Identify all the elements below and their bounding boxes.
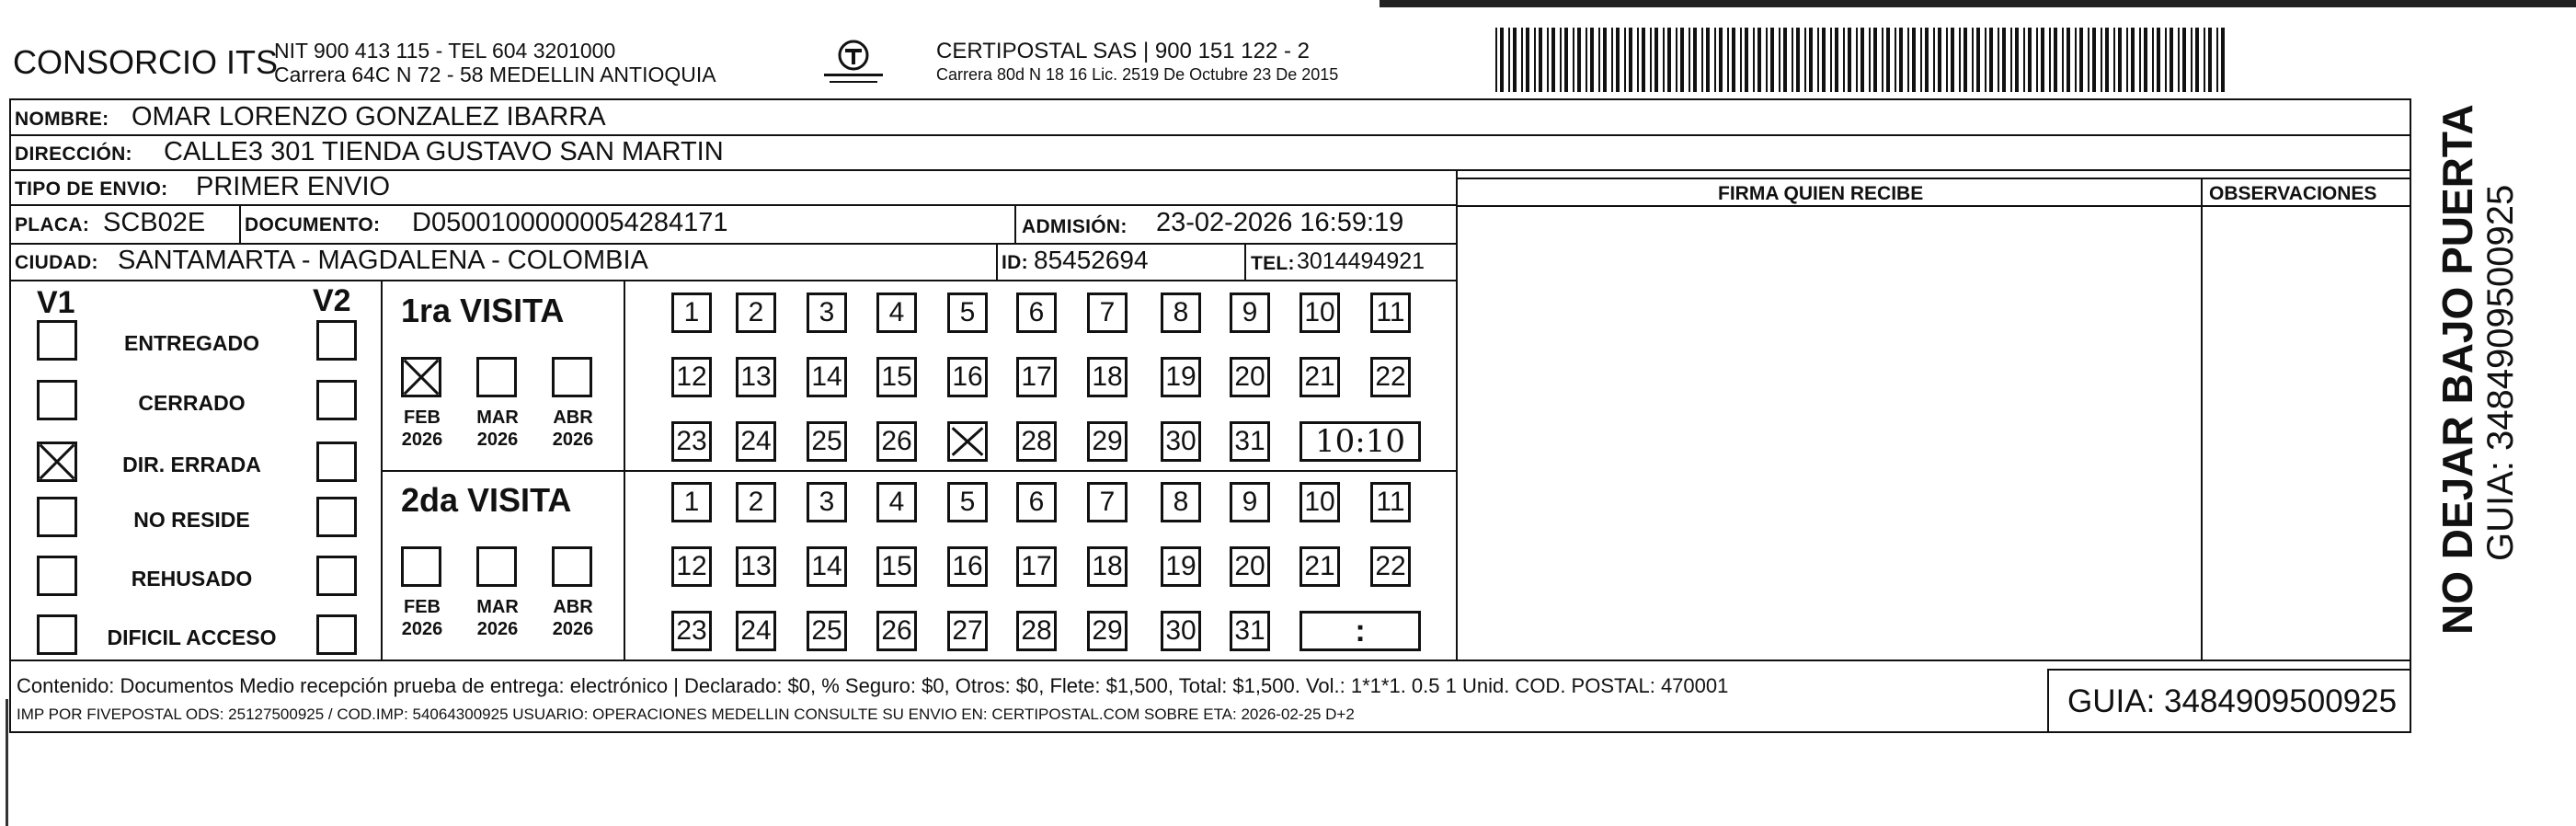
footer-contenido: Contenido: Documentos Medio recepción prueba de entrega: electrónico | Declarado: $0, % Seguro: $0, Otros: $0, Flete: $1,500, Total: $1,500. Vol.: 1*1*1. 0.5 1 Unid. COD. POSTAL: 470001 [17, 674, 1729, 697]
barcode-bar [2118, 28, 2122, 92]
barcode-bar [1654, 28, 1658, 92]
day-box-23[interactable]: 23 [671, 611, 712, 651]
barcode-bar [1603, 28, 1607, 92]
barcode-bar [1848, 28, 1851, 92]
carrier-name: CERTIPOSTAL SAS | 900 151 122 - 2 [936, 39, 1310, 63]
barcode-bar [1757, 28, 1761, 92]
barcode-bar [1586, 28, 1587, 92]
day-box-7[interactable]: 7 [1087, 482, 1128, 522]
day-box-3[interactable]: 3 [807, 293, 847, 333]
barcode-bar [1946, 28, 1948, 92]
footer-guia: GUIA: 3484909500925 [2067, 683, 2398, 719]
status-label: REHUSADO [131, 567, 253, 591]
day-box-4[interactable]: 4 [876, 293, 917, 333]
barcode-bar [1809, 28, 1813, 92]
v2-checkbox-6[interactable] [316, 614, 357, 655]
barcode-bar [2126, 28, 2128, 92]
month-year: 2026 [476, 430, 519, 450]
month-name: MAR [476, 597, 519, 617]
id-value: 85452694 [1034, 246, 1149, 274]
barcode-bar [1598, 28, 1600, 92]
day-box-12[interactable]: 12 [671, 546, 712, 587]
barcode-bar [1907, 28, 1909, 92]
barcode-bar [2002, 28, 2006, 92]
barcode-bar [1938, 28, 1941, 92]
barcode-bar [1830, 28, 1832, 92]
day-box-16[interactable]: 16 [947, 357, 988, 397]
day-box-20[interactable]: 20 [1230, 546, 1270, 587]
placa-label: PLACA: [15, 214, 90, 235]
barcode-bar [1998, 28, 1999, 92]
barcode-bar [1616, 28, 1620, 92]
barcode-bar [2139, 28, 2141, 92]
barcode-bar [1873, 28, 1877, 92]
barcode-bar [1629, 28, 1632, 92]
admision-label: ADMISIÓN: [1022, 216, 1128, 237]
direccion-label: DIRECCIÓN: [15, 143, 132, 165]
day-box-9[interactable]: 9 [1230, 482, 1270, 522]
day-box-27[interactable]: 27 [947, 611, 988, 651]
barcode-bar [1835, 28, 1838, 92]
footer-imp: IMP POR FIVEPOSTAL ODS: 25127500925 / COD.IMP: 54064300925 USUARIO: OPERACIONES MEDELLIN CONSULTE SU ENVIO EN: CERTIPOSTAL.COM SOBRE ETA: 2026-02-25 D+2 [17, 706, 1355, 723]
tel-label: TEL: [1251, 253, 1295, 274]
day-box-6[interactable]: 6 [1016, 293, 1057, 333]
barcode-bar [2204, 28, 2205, 92]
day-box-22[interactable]: 22 [1370, 357, 1411, 397]
barcode-bar [1792, 28, 1793, 92]
day-box-10[interactable]: 10 [1299, 482, 1340, 522]
month-year: 2026 [476, 619, 519, 639]
day-box-30[interactable]: 30 [1161, 611, 1201, 651]
day-box-17[interactable]: 17 [1016, 546, 1057, 587]
barcode-bar [1560, 28, 1562, 92]
barcode-bar [1693, 28, 1697, 92]
barcode-bar [1976, 28, 1980, 92]
month-name: ABR [553, 407, 593, 428]
company-address: Carrera 64C N 72 - 58 MEDELLIN ANTIOQUIA [274, 63, 716, 86]
documento-value: D05001000000054284171 [412, 208, 728, 237]
day-box-2[interactable]: 2 [736, 293, 776, 333]
tipo-envio-value: PRIMER ENVIO [196, 172, 391, 201]
month-checkbox-feb[interactable] [401, 357, 441, 397]
v2-checkbox-2[interactable] [316, 380, 357, 420]
v2-checkbox-1[interactable] [316, 320, 357, 361]
barcode-bar [1706, 28, 1710, 92]
barcode-bar [1689, 28, 1690, 92]
barcode-bar [1526, 28, 1529, 92]
day-box-14[interactable]: 14 [807, 546, 847, 587]
barcode-bar [2170, 28, 2173, 92]
barcode-bar [1719, 28, 1723, 92]
day-box-18[interactable]: 18 [1087, 357, 1128, 397]
barcode-bar [1500, 28, 1504, 92]
barcode-bar [1963, 28, 1967, 92]
side-warning: NO DEJAR BAJO PUERTA [2433, 104, 2481, 635]
day-box-5[interactable]: 5 [947, 482, 988, 522]
day-box-18[interactable]: 18 [1087, 546, 1128, 587]
status-label: DIFICIL ACCESO [107, 625, 277, 649]
barcode-bar [1886, 28, 1890, 92]
day-box-21[interactable]: 21 [1299, 546, 1340, 587]
barcode-bar [1676, 28, 1677, 92]
month-name: ABR [553, 597, 593, 617]
barcode-bar [1573, 28, 1574, 92]
barcode-bar [2023, 28, 2025, 92]
v2-checkbox-4[interactable] [316, 497, 357, 537]
barcode-bar [2028, 28, 2032, 92]
day-box-22[interactable]: 22 [1370, 546, 1411, 587]
barcode-bar [1495, 28, 1497, 92]
company-nit: NIT 900 413 115 - TEL 604 3201000 [274, 39, 616, 63]
barcode-bar [2144, 28, 2147, 92]
barcode-bar [2101, 28, 2102, 92]
barcode-bar [1843, 28, 1845, 92]
barcode-bar [1547, 28, 1549, 92]
barcode-bar [1727, 28, 1729, 92]
barcode-bar [1972, 28, 1974, 92]
scan-left-edge [6, 699, 8, 826]
ciudad-value: SANTAMARTA - MAGDALENA - COLOMBIA [118, 246, 648, 275]
barcode-bar [1663, 28, 1665, 92]
barcode-bar [1869, 28, 1871, 92]
barcode-bar [1920, 28, 1922, 92]
barcode-bar [1766, 28, 1768, 92]
day-box-6[interactable]: 6 [1016, 482, 1057, 522]
firma-header-label: FIRMA QUIEN RECIBE [1718, 183, 1924, 204]
direccion-value: CALLE3 301 TIENDA GUSTAVO SAN MARTIN [164, 137, 724, 166]
tipo-envio-label: TIPO DE ENVIO: [15, 178, 168, 200]
day-box-20[interactable]: 20 [1230, 357, 1270, 397]
barcode-bar [2216, 28, 2218, 92]
barcode-bar [2131, 28, 2135, 92]
barcode-bar [1753, 28, 1755, 92]
day-box-10[interactable]: 10 [1299, 293, 1340, 333]
id-label: ID: [1002, 252, 1028, 273]
day-box-16[interactable]: 16 [947, 546, 988, 587]
day-box-3[interactable]: 3 [807, 482, 847, 522]
barcode-bar [1779, 28, 1780, 92]
day-box-24[interactable]: 24 [736, 611, 776, 651]
barcode-bar [2062, 28, 2064, 92]
barcode-bar [1770, 28, 1774, 92]
day-box-2[interactable]: 2 [736, 482, 776, 522]
day-box-4[interactable]: 4 [876, 482, 917, 522]
day-box-17[interactable]: 17 [1016, 357, 1057, 397]
day-box-28[interactable]: 28 [1016, 421, 1057, 462]
barcode-bar [2067, 28, 2070, 92]
visit-time-box[interactable]: : [1299, 611, 1421, 651]
barcode-bar [2113, 28, 2115, 92]
barcode-bar [1534, 28, 1536, 92]
barcode-bar [1577, 28, 1581, 92]
barcode-bar [1539, 28, 1542, 92]
day-box-13[interactable]: 13 [736, 546, 776, 587]
month-checkbox-abr[interactable] [552, 546, 592, 587]
v2-header: V2 [313, 283, 351, 318]
month-name: MAR [476, 407, 519, 428]
month-checkbox-abr[interactable] [552, 357, 592, 397]
month-year: 2026 [401, 430, 443, 450]
scan-top-edge [1380, 0, 2576, 7]
observaciones-column [2201, 178, 2411, 661]
month-name: FEB [404, 407, 441, 428]
month-year: 2026 [401, 619, 443, 639]
barcode-bar [1933, 28, 1935, 92]
barcode-bar [1895, 28, 1896, 92]
status-label: CERRADO [138, 391, 246, 415]
carrier-address: Carrera 80d N 18 16 Lic. 2519 De Octubre 23 De 2015 [936, 65, 1339, 84]
barcode-bar [1590, 28, 1594, 92]
barcode-bar [2195, 28, 2199, 92]
observaciones-header-label: OBSERVACIONES [2209, 183, 2377, 204]
day-box-5[interactable]: 5 [947, 293, 988, 333]
day-box-24[interactable]: 24 [736, 421, 776, 462]
visit-time-box[interactable]: 10:10 [1299, 421, 1421, 462]
month-year: 2026 [552, 430, 594, 450]
day-box-29[interactable]: 29 [1087, 421, 1128, 462]
barcode-bar [1783, 28, 1787, 92]
barcode-bar [2191, 28, 2192, 92]
side-guia: GUIA: 3484909500925 [2480, 184, 2521, 561]
day-box-14[interactable]: 14 [807, 357, 847, 397]
barcode-bar [1732, 28, 1735, 92]
v2-checkbox-3[interactable] [316, 442, 357, 482]
placa-value: SCB02E [103, 208, 206, 237]
day-box-25[interactable]: 25 [807, 611, 847, 651]
barcode-bar [2152, 28, 2154, 92]
status-label: DIR. ERRADA [122, 453, 261, 476]
status-label: NO RESIDE [133, 508, 250, 532]
barcode-bar [1899, 28, 1903, 92]
barcode-bar [2054, 28, 2057, 92]
barcode-bar [2208, 28, 2212, 92]
day-box-31[interactable]: 31 [1230, 421, 1270, 462]
barcode-bar [1740, 28, 1742, 92]
day-box-23[interactable]: 23 [671, 421, 712, 462]
day-box-31[interactable]: 31 [1230, 611, 1270, 651]
visit-separator [381, 470, 1458, 472]
company-name: CONSORCIO ITS [13, 43, 279, 81]
day-box-11[interactable]: 11 [1370, 293, 1411, 333]
nombre-value: OMAR LORENZO GONZALEZ IBARRA [132, 102, 606, 132]
barcode-bar [2182, 28, 2186, 92]
day-box-7[interactable]: 7 [1087, 293, 1128, 333]
day-box-1[interactable]: 1 [671, 293, 712, 333]
nombre-label: NOMBRE: [15, 109, 109, 130]
ciudad-label: CIUDAD: [15, 252, 98, 273]
barcode-bar [1513, 28, 1517, 92]
barcode-bar [1822, 28, 1826, 92]
barcode-bar [1817, 28, 1819, 92]
barcode-bar [2015, 28, 2019, 92]
month-checkbox-feb[interactable] [401, 546, 441, 587]
barcode-bar [1650, 28, 1652, 92]
month-year: 2026 [552, 619, 594, 639]
v1-header: V1 [37, 285, 75, 320]
barcode-bar [1925, 28, 1929, 92]
barcode-bar [1796, 28, 1800, 92]
day-box-30[interactable]: 30 [1161, 421, 1201, 462]
tel-value: 3014494921 [1297, 248, 1425, 274]
firma-column [1456, 178, 2203, 661]
barcode-bar [1882, 28, 1883, 92]
barcode-bar [1701, 28, 1703, 92]
day-box-26[interactable]: 26 [876, 421, 917, 462]
barcode-bar [2079, 28, 2083, 92]
day-box-26[interactable]: 26 [876, 611, 917, 651]
day-box-8[interactable]: 8 [1161, 293, 1201, 333]
barcode-bar [2105, 28, 2109, 92]
barcode-bar [2041, 28, 2044, 92]
barcode-bar [2157, 28, 2160, 92]
barcode-bar [1804, 28, 1806, 92]
barcode-bar [2092, 28, 2096, 92]
day-box-21[interactable]: 21 [1299, 357, 1340, 397]
barcode [1495, 28, 2231, 92]
day-box-19[interactable]: 19 [1161, 546, 1201, 587]
barcode-bar [1521, 28, 1523, 92]
admision-value: 23-02-2026 16:59:19 [1156, 208, 1404, 237]
day-box-9[interactable]: 9 [1230, 293, 1270, 333]
month-checkbox-mar[interactable] [476, 546, 517, 587]
barcode-bar [2088, 28, 2089, 92]
month-checkbox-mar[interactable] [476, 357, 517, 397]
barcode-bar [1637, 28, 1639, 92]
day-box-15[interactable]: 15 [876, 546, 917, 587]
barcode-bar [1860, 28, 1864, 92]
day-box-11[interactable]: 11 [1370, 482, 1411, 522]
day-box-25[interactable]: 25 [807, 421, 847, 462]
barcode-bar [2049, 28, 2051, 92]
certipostal-logo [817, 37, 890, 88]
barcode-bar [1667, 28, 1671, 92]
barcode-bar [1959, 28, 1961, 92]
barcode-bar [1680, 28, 1684, 92]
barcode-bar [1564, 28, 1568, 92]
documento-label: DOCUMENTO: [245, 214, 381, 235]
day-box-8[interactable]: 8 [1161, 482, 1201, 522]
barcode-bar [1551, 28, 1555, 92]
barcode-bar [1856, 28, 1858, 92]
barcode-bar [1611, 28, 1613, 92]
barcode-bar [1642, 28, 1645, 92]
barcode-bar [1745, 28, 1748, 92]
barcode-bar [1951, 28, 1954, 92]
barcode-bar [2165, 28, 2167, 92]
barcode-bar [1624, 28, 1626, 92]
barcode-bar [1912, 28, 1916, 92]
barcode-bar [2010, 28, 2012, 92]
barcode-bar [1508, 28, 1510, 92]
day-box-15[interactable]: 15 [876, 357, 917, 397]
day-box-29[interactable]: 29 [1087, 611, 1128, 651]
barcode-bar [1714, 28, 1716, 92]
barcode-bar [2221, 28, 2225, 92]
visit-title-1: 1ra VISITA [401, 292, 565, 329]
day-box-1[interactable]: 1 [671, 482, 712, 522]
day-box-12[interactable]: 12 [671, 357, 712, 397]
barcode-bar [2178, 28, 2180, 92]
visit-title-2: 2da VISITA [401, 481, 572, 519]
footer-separator [9, 660, 2411, 661]
status-label: ENTREGADO [124, 331, 259, 355]
barcode-bar [1989, 28, 1993, 92]
v2-checkbox-5[interactable] [316, 556, 357, 596]
month-name: FEB [404, 597, 441, 617]
barcode-bar [2075, 28, 2077, 92]
barcode-bar [1985, 28, 1986, 92]
day-box-13[interactable]: 13 [736, 357, 776, 397]
day-box-27[interactable] [947, 421, 988, 462]
day-box-19[interactable]: 19 [1161, 357, 1201, 397]
day-box-28[interactable]: 28 [1016, 611, 1057, 651]
barcode-bar [2036, 28, 2038, 92]
